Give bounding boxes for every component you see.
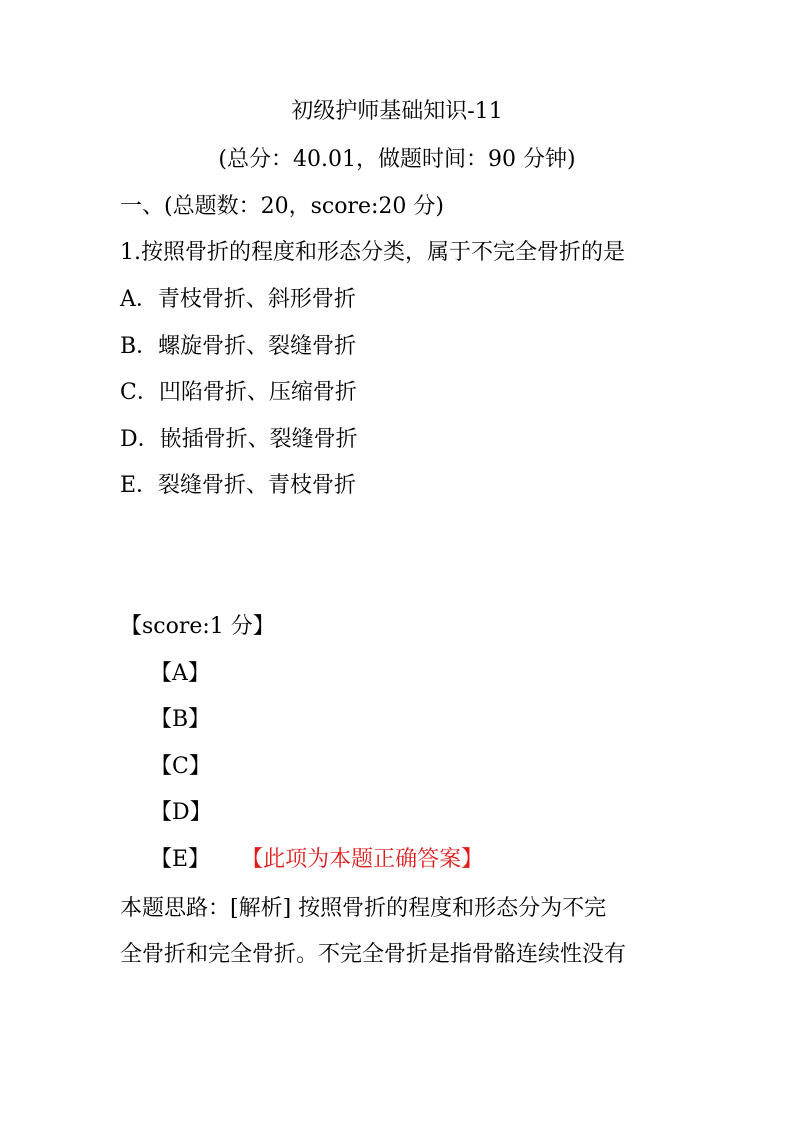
option-c: C．凹陷骨折、压缩骨折 [120, 380, 357, 405]
answer-choice-c: 【C】 [150, 754, 211, 779]
option-b: B．螺旋骨折、裂缝骨折 [120, 334, 357, 359]
explanation-line: 本题思路：[解析] 按照骨折的程度和形态分为不完 [120, 896, 607, 921]
answer-choice-d: 【D】 [150, 800, 212, 825]
option-e: E．裂缝骨折、青枝骨折 [120, 473, 357, 498]
question-stem: 1.按照骨折的程度和形态分类，属于不完全骨折的是 [120, 240, 625, 265]
section-heading: 一、(总题数：20，score:20 分) [120, 194, 444, 219]
document-title: 初级护师基础知识-11 [291, 99, 503, 124]
document-subtitle: (总分：40.01，做题时间：90 分钟) [218, 147, 576, 172]
answer-choice-e: 【E】 [150, 847, 211, 872]
option-a: A．青枝骨折、斜形骨折 [120, 287, 356, 312]
correct-answer-note: 【此项为本题正确答案】 [252, 847, 484, 872]
answer-choice-a: 【A】 [150, 661, 210, 686]
answer-choice-b: 【B】 [150, 707, 211, 732]
explanation-line: 全骨折和完全骨折。不完全骨折是指骨骼连续性没有 [120, 942, 627, 967]
answer-choice-e-row [150, 845, 483, 875]
score-label: 【score:1 分】 [120, 614, 275, 639]
option-d: D．嵌插骨折、裂缝骨折 [120, 427, 358, 452]
